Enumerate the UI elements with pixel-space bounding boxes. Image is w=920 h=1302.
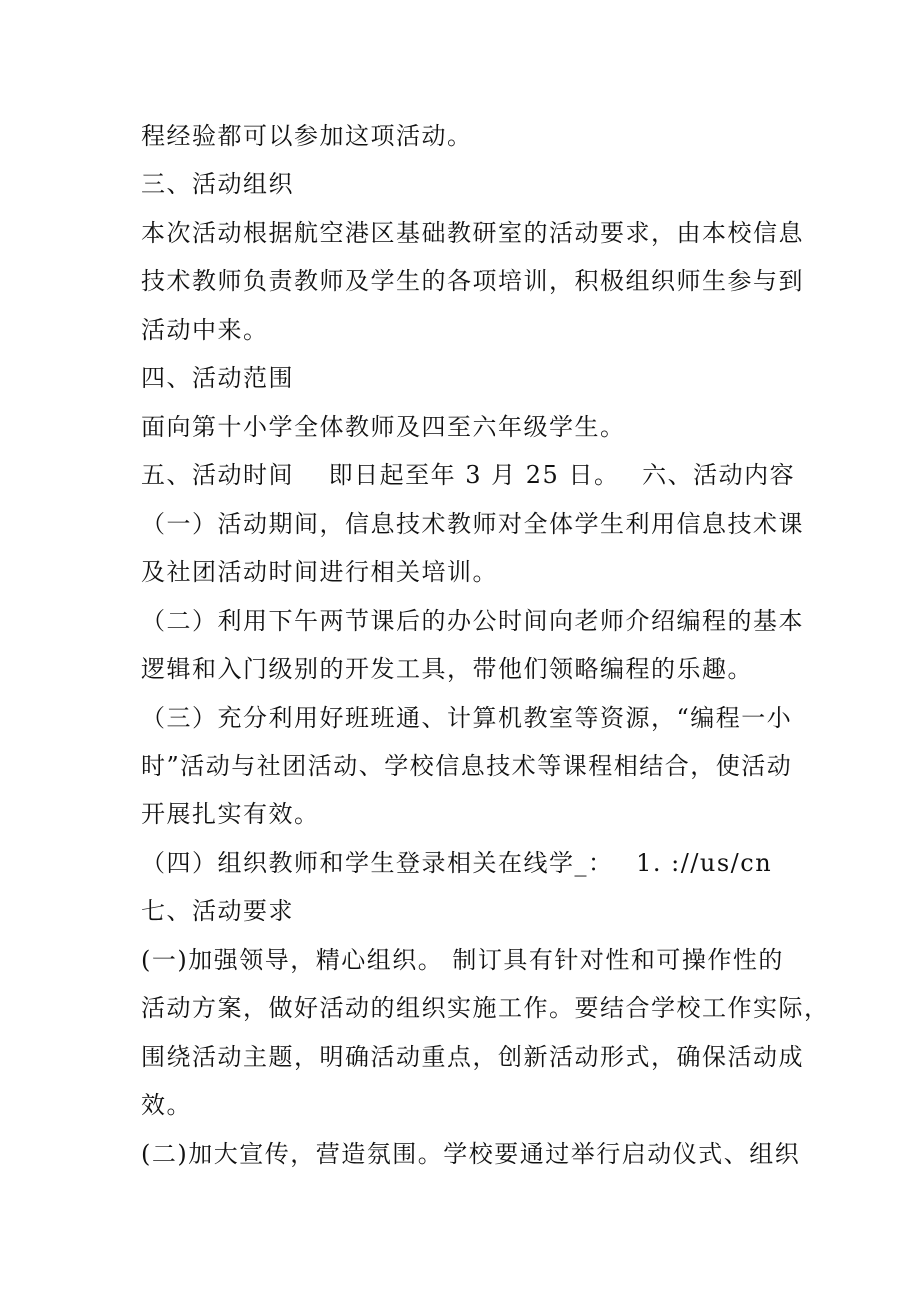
- section-heading-scope: 四、活动范围: [141, 364, 294, 392]
- text-line: （四）组织教师和学生登录相关在线学_： 1. ://us/cn: [141, 849, 773, 877]
- text-line: 程经验都可以参加这项活动。: [141, 122, 473, 150]
- text-line: （三）充分利用好班班通、计算机教室等资源，“编程一小: [141, 704, 793, 732]
- text-line: 本次活动根据航空港区基础教研室的活动要求，由本校信息: [141, 219, 804, 247]
- text-line: 及社团活动时间进行相关培训。: [141, 558, 498, 586]
- text-line: (二)加大宣传，营造氛围。学校要通过举行启动仪式、组织: [141, 1140, 801, 1168]
- text-line: 面向第十小学全体教师及四至六年级学生。: [141, 413, 626, 441]
- section-heading-requirements: 七、活动要求: [141, 897, 294, 925]
- text-line: 逻辑和入门级别的开发工具，带他们领略编程的乐趣。: [141, 655, 753, 683]
- text-line: 效。: [141, 1091, 192, 1119]
- text-line: （一）活动期间，信息技术教师对全体学生利用信息技术课: [141, 510, 804, 538]
- text-line: 开展扎实有效。: [141, 800, 320, 828]
- text-line: (一)加强领导，精心组织。 制订具有针对性和可操作性的: [141, 946, 784, 974]
- section-heading-time-content: 五、活动时间 即日起至年 3 月 25 日。 六、活动内容: [141, 461, 796, 489]
- text-line: 活动方案，做好活动的组织实施工作。要结合学校工作实际，: [141, 994, 830, 1022]
- text-line: 围绕活动主题，明确活动重点，创新活动形式，确保活动成: [141, 1043, 804, 1071]
- text-line: （二）利用下午两节课后的办公时间向老师介绍编程的基本: [141, 607, 804, 635]
- text-line: 时”活动与社团活动、学校信息技术等课程相结合，使活动: [141, 752, 793, 780]
- section-heading-organization: 三、活动组织: [141, 170, 294, 198]
- text-line: 技术教师负责教师及学生的各项培训，积极组织师生参与到: [141, 267, 804, 295]
- text-line: 活动中来。: [141, 316, 269, 344]
